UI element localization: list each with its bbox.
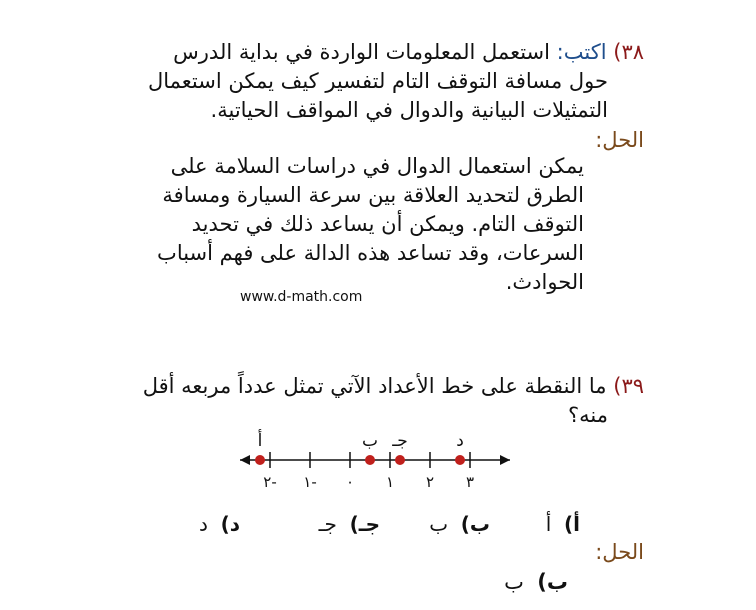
tick-label: ٠	[345, 473, 355, 491]
choice-key: جـ)	[349, 512, 380, 536]
choice-text: ب	[429, 512, 449, 536]
right-arrow-icon	[500, 455, 510, 465]
point-label: ب	[361, 431, 379, 451]
solution-38-line-5: الحوادث.	[505, 270, 584, 294]
question-39-line-1	[143, 372, 644, 401]
left-arrow-icon	[240, 455, 250, 465]
question-38-line-3: التمثيلات البيانية والدوال في المواقف الحياتية.	[210, 98, 608, 122]
tick-label: ٢	[425, 473, 435, 491]
solution-38-line-1: يمكن استعمال الدوال في دراسات السلامة على	[170, 154, 584, 178]
number-line-point	[455, 455, 465, 465]
choice-text: جـ	[318, 512, 337, 536]
number-line-point	[395, 455, 405, 465]
choice-b[interactable]	[429, 512, 490, 536]
choice-key: ب)	[460, 512, 490, 536]
question-text: استعمل المعلومات الواردة في بداية الدرس	[173, 40, 550, 64]
watermark-url: www.d-math.com	[240, 289, 363, 305]
solution-38-line-2: الطرق لتحديد العلاقة بين سرعة السيارة ومسافة	[162, 183, 584, 207]
number-line-point	[365, 455, 375, 465]
tick-label: ١-	[303, 473, 317, 491]
question-38	[148, 38, 644, 125]
solution-label-38: الحل:	[595, 128, 644, 152]
choice-c[interactable]	[319, 512, 380, 536]
question-39-line-2: منه؟	[568, 403, 608, 427]
solution-38-line-3: التوقف التام. ويمكن أن يساعد ذلك في تحديد	[191, 212, 584, 236]
tick-label: ٢-	[263, 473, 277, 491]
choice-a[interactable]	[546, 512, 580, 536]
point-label: د	[456, 431, 464, 451]
number-line-point	[255, 455, 265, 465]
answer-text: ب	[504, 570, 524, 594]
tick-label: ١	[385, 473, 395, 491]
point-label: أ	[257, 431, 263, 451]
choice-key: أ)	[564, 512, 580, 536]
solution-label-39: الحل:	[595, 540, 644, 564]
question-number: ٣٩)	[613, 374, 644, 398]
question-39	[143, 372, 644, 430]
solution-38	[157, 152, 584, 297]
answer-choices	[180, 512, 580, 542]
choice-d[interactable]	[199, 512, 240, 536]
solution-38-line-4: السرعات، وقد تساعد هذه الدالة على فهم أسباب	[157, 241, 584, 265]
question-number: ٣٨)	[613, 40, 644, 64]
tick-label: ٣	[465, 473, 475, 491]
point-label: جـ	[392, 431, 408, 451]
question-38-line-1	[148, 38, 644, 67]
choice-text: أ	[545, 512, 552, 536]
solution-39-answer	[504, 568, 568, 597]
question-text: ما النقطة على خط الأعداد الآتي تمثل عدداً مربعه أقل	[142, 374, 607, 398]
choice-key: د)	[220, 512, 240, 536]
question-38-line-2: حول مسافة التوقف التام لتفسير كيف يمكن استعمال	[147, 69, 608, 93]
question-keyword: اكتب:	[556, 40, 607, 64]
choice-text: د	[198, 512, 208, 536]
answer-key: ب)	[537, 570, 568, 594]
